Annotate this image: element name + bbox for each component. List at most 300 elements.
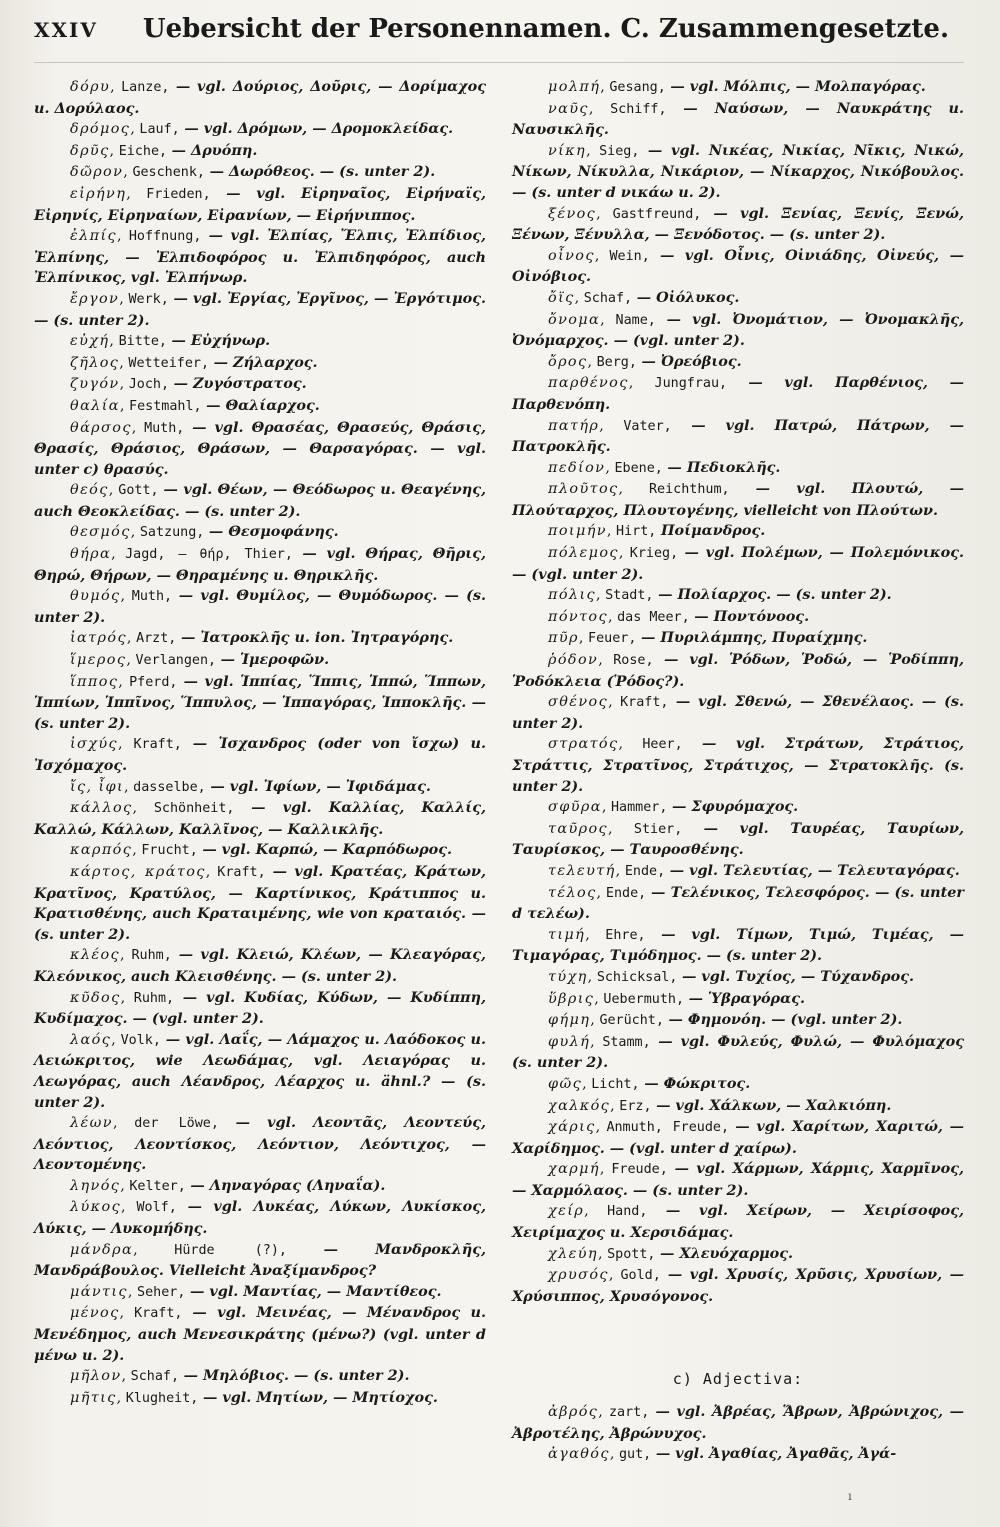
entry-headword: πόντος	[548, 608, 608, 625]
entry-related-names: — Ποντόνοος.	[694, 607, 810, 625]
entry-related-names: — vgl. Μητίων, — Μητίοχος.	[202, 1388, 438, 1406]
entry-related-names: — vgl. Παρθένιος, — Παρθενόπη.	[512, 374, 964, 413]
entry-gloss: Seher,	[137, 1284, 186, 1300]
entry-headword: ἰσχύς	[70, 736, 118, 753]
dictionary-entry: πόντος, das Meer, — Ποντόνοος.	[548, 607, 810, 625]
entry-related-names: — vgl. Θυμίλος, — Θυμόδωρος. — (s. unter 2).	[34, 587, 486, 626]
entry-gloss: Jungfrau,	[654, 376, 728, 392]
entry-gloss: Gastfreund,	[612, 206, 702, 222]
entry-gloss: Gott,	[118, 483, 159, 499]
running-header	[34, 14, 964, 63]
entry-headword: θεσμός	[70, 524, 131, 541]
entry-headword: κλέος	[70, 947, 121, 964]
entry-headword: καρπός	[70, 842, 133, 859]
entry-headword: χάρις	[548, 1119, 596, 1136]
dictionary-entry: χαλκός, Erz, — vgl. Χάλκων, — Χαλκιόπη.	[548, 1096, 892, 1114]
dictionary-entry: χλεύη, Spott, — Χλευόχαρμος.	[548, 1244, 794, 1262]
entry-headword: λαός	[70, 1031, 112, 1048]
entry-gloss: Heer,	[642, 737, 683, 753]
entry-related-names: — vgl. Ὀνομάτιον, — Ὀνομακλῆς, Ὀνόμαρχος. — (vgl. unter 2).	[512, 310, 964, 350]
entry-related-names: — vgl. Μαντίας, — Μαντίθεος.	[190, 1282, 442, 1300]
dictionary-entry: τέλος, Ende, — Τελένικος, Τελεσφόρος. — (s. unter d τελέω).	[512, 883, 965, 923]
dictionary-entry: τύχη, Schicksal, — vgl. Τυχίος, — Τύχανδρος.	[548, 967, 914, 985]
entry-gloss: Eiche,	[118, 143, 168, 159]
entry-headword: πόλεμος	[548, 545, 619, 562]
entry-gloss: Muth,	[131, 589, 173, 605]
dictionary-entry: φυλή, Stamm, — vgl. Φυλεύς, Φυλώ, — Φυλόμαχος (s. unter 2).	[512, 1032, 964, 1072]
entry-gloss: Anmuth, Freude,	[606, 1120, 730, 1136]
entry-gloss: Wolf,	[136, 1200, 177, 1216]
entry-related-names: — vgl. Χαρίτων, Χαριτώ, — Χαρίδημος. — (vgl. unter d χαίρω).	[512, 1118, 965, 1157]
entry-related-names: — vgl. Θρασέας, Θρασεύς, Θράσις, Θρασίς, Θράσιος, Θράσων, — Θαρσαγόρας. — vgl. unter c) θρασύς.	[34, 418, 487, 478]
entry-headword: ὕβρις	[548, 990, 595, 1007]
entry-headword: μάνδρα	[70, 1241, 134, 1258]
entry-gloss: Krieg,	[629, 546, 679, 562]
entry-related-names: — Ζήλαρχος.	[213, 353, 318, 371]
dictionary-entry: ποιμήν, Hirt, Ποίμανδρος.	[548, 522, 766, 540]
entry-headword: κάρτος, κράτος	[70, 863, 206, 880]
entry-gloss: Schicksal,	[596, 969, 678, 985]
dictionary-entry: ὄνομα, Name, — vgl. Ὀνομάτιον, — Ὀνομακλῆς, Ὀνόμαρχος. — (vgl. unter 2).	[512, 310, 964, 350]
left-column	[34, 77, 486, 1466]
dictionary-entry: μῆτις, Klugheit, — vgl. Μητίων, — Μητίοχος.	[70, 1388, 438, 1406]
dictionary-entry: λύκος, Wolf, — vgl. Λυκέας, Λύκων, Λυκίσκος, Λύκις, — Λυκομήδης.	[34, 1198, 487, 1238]
entry-gloss: Sieg,	[599, 143, 640, 159]
entry-related-names: — Τελένικος, Τελεσφόρος. — (s. unter d τελέω).	[512, 883, 965, 923]
entry-related-names: — vgl. Κυδίας, Κύδων, — Κυδίππη, Κυδίμαχος. — (vgl. unter 2).	[34, 988, 487, 1028]
entry-related-names: — Εὐχήνωρ.	[171, 332, 271, 350]
entry-gloss: Kraft,	[134, 1306, 183, 1322]
entry-related-names: — Ἰσχανδρος (oder von ἴσχω) u. Ἰσχόμαχος.	[34, 735, 486, 774]
dictionary-entry: ζῆλος, Wetteifer, — Ζήλαρχος.	[70, 353, 318, 371]
entry-related-names: — Θαλίαρχος.	[206, 396, 320, 414]
dictionary-entry: ἰσχύς, Kraft, — Ἰσχανδρος (oder von ἴσχω) u. Ἰσχόμαχος.	[34, 735, 486, 774]
entry-headword: χαλκός	[548, 1097, 611, 1114]
entry-headword: φυλή	[548, 1033, 591, 1050]
entry-headword: σθένος	[548, 694, 609, 711]
dictionary-entry: δρῦς, Eiche, — Δρυόπη.	[70, 141, 258, 159]
entry-related-names: — vgl. Ξενίας, Ξενίς, Ξενώ, Ξένων, Ξένυλλα, — Ξενόδοτος. — (s. unter 2).	[512, 204, 964, 244]
dictionary-entry: θεός, Gott, — vgl. Θέων, — Θεόδωρος u. Θεαγένης, auch Θεοκλείδας. — (s. unter 2).	[34, 481, 487, 520]
entry-gloss: Hoffnung,	[128, 229, 202, 245]
entry-related-names: — vgl. Λυκέας, Λύκων, Λυκίσκος, Λύκις, — Λυκομήδης.	[34, 1198, 487, 1238]
entry-related-names: — vgl. Φυλεύς, Φυλώ, — Φυλόμαχος (s. unter 2).	[512, 1032, 964, 1072]
dictionary-entry: σθένος, Kraft, — vgl. Σθενώ, — Σθενέλαος. — (s. unter 2).	[512, 693, 965, 732]
entry-gloss: Name,	[615, 312, 656, 328]
dictionary-entry: ἴς, ἶφι, dasselbe, — vgl. Ἰφίων, — Ἰφιδάμας.	[70, 777, 431, 795]
entry-gloss: Ende,	[624, 863, 666, 879]
entry-gloss: Rose,	[613, 653, 654, 669]
entry-related-names: — vgl. Κρατέας, Κράτων, Κρατῖνος, Κρατύλος, — Καρτίνικος, Κράτιππος u. Κρατισθένης, auch Κραταιμένης, wie von κραταιός. — (s. unter 2).	[34, 862, 486, 943]
dictionary-entry: θεσμός, Satzung, — Θεσμοφάνης.	[70, 523, 339, 541]
entry-headword: ἰατρός	[70, 630, 127, 647]
dictionary-entry: δρόμος, Lauf, — vgl. Δρόμων, — Δρομοκλείδας.	[70, 120, 454, 138]
dictionary-entry: ναῦς, Schiff, — Ναύσων, — Ναυκράτης u. Ναυσικλῆς.	[512, 99, 964, 139]
dictionary-entry: ληνός, Kelter, — Ληναγόρας (Ληναΐα).	[70, 1176, 386, 1194]
entry-related-names: — vgl. Τίμων, Τιμώ, Τιμέας, — Τιμαγόρας, Τιμόδημος. — (s. unter 2).	[512, 925, 965, 965]
entry-related-names: — vgl. Οἶνις, Οἰνιάδης, Οἰνεύς, — Οἰνόβιος.	[512, 246, 965, 286]
entry-gloss: der Löwe,	[134, 1116, 219, 1132]
entry-related-names: — vgl. Χείρων, — Χειρίσοφος, Χειρίμαχος u. Χερσιδάμας.	[512, 1202, 964, 1242]
entry-gloss: Feuer,	[588, 631, 637, 647]
entry-related-names: — Ὑβραγόρας.	[688, 989, 805, 1007]
entry-related-names: — vgl. Καρπώ, — Καρπόδωρος.	[202, 841, 453, 859]
entry-related-names: — vgl. Χάλκων, — Χαλκιόπη.	[656, 1096, 892, 1114]
entry-headword: πλοῦτος	[548, 481, 619, 498]
entry-gloss: Kraft,	[133, 737, 182, 753]
entry-gloss: Festmahl,	[129, 398, 202, 414]
entry-related-names: — vgl. Θέων, — Θεόδωρος u. Θεαγένης, auch Θεοκλείδας. — (s. unter 2).	[34, 481, 487, 520]
entry-gloss: Erz,	[619, 1098, 652, 1114]
entry-related-names: — Πολίαρχος. — (s. unter 2).	[658, 586, 892, 604]
entry-gloss: Geschenk,	[132, 165, 205, 181]
entry-headword: χείρ	[548, 1203, 585, 1220]
dictionary-entry: κῦδος, Ruhm, — vgl. Κυδίας, Κύδων, — Κυδίππη, Κυδίμαχος. — (vgl. unter 2).	[34, 988, 487, 1028]
entry-related-names: — Πεδιοκλῆς.	[667, 458, 781, 476]
entry-gloss: Kelter,	[129, 1178, 186, 1194]
dictionary-entry: χαρμή, Freude, — vgl. Χάρμων, Χάρμις, Χαρμῖνος, — Χαρμόλαος. — (s. unter 2).	[512, 1160, 965, 1199]
entry-headword: μένος	[70, 1305, 120, 1322]
section-heading-adjectiva: c) Adjectiva:	[672, 1370, 804, 1389]
entry-related-names: — Οἰόλυκος.	[636, 288, 740, 306]
entry-gloss: Schiff,	[610, 101, 667, 117]
dictionary-entry: θαλία, Festmahl, — Θαλίαρχος.	[70, 396, 320, 414]
page-number: XXIV	[34, 18, 98, 42]
entry-related-names: — vgl. Ἀβρέας, Ἅβρων, Ἀβρώνιχος, — Ἀβροτέλης, Ἀβρώνυχος.	[512, 1403, 964, 1442]
entry-headword: μολπή	[548, 79, 601, 95]
entry-related-names: — Ὀρεόβιος.	[641, 352, 742, 370]
dictionary-entry: μῆλον, Schaf, — Μηλόβιος. — (s. unter 2).	[70, 1367, 410, 1385]
dictionary-entry: ἵππος, Pferd, — vgl. Ἱππίας, Ἵππις, Ἱππώ, Ἵππων, Ἱππίων, Ἱππῖνος, Ἵππυλος, — Ἱππαγόρας, Ἱπποκλῆς. — (s. unter 2).	[34, 672, 487, 732]
entry-headword: κῦδος	[70, 989, 121, 1006]
dictionary-entry: μένος, Kraft, — vgl. Μεινέας, — Μένανδρος u. Μενέδημος, auch Μενεσικράτης (μένω?) (vgl. unter d μένω u. 2).	[34, 1304, 486, 1364]
entry-headword: πατήρ	[548, 417, 600, 434]
entry-gloss: Joch,	[128, 377, 170, 393]
dictionary-entry: πόλις, Stadt, — Πολίαρχος. — (s. unter 2).	[548, 586, 892, 604]
entry-related-names: — vgl. Πατρώ, Πάτρων, — Πατροκλῆς.	[512, 416, 965, 456]
entry-related-names: — Φώκριτος.	[644, 1074, 751, 1092]
entry-gloss: Kraft,	[620, 695, 669, 711]
dictionary-entry: κλέος, Ruhm, — vgl. Κλειώ, Κλέων, — Κλεαγόρας, Κλεόνικος, auch Κλεισθένης. — (s. unter 2).	[34, 946, 486, 985]
entry-related-names: — Ζυγόστρατος.	[173, 375, 307, 393]
entry-headword: δρόμος	[70, 121, 131, 138]
dictionary-entry: νίκη, Sieg, — vgl. Νικέας, Νικίας, Νῖκις, Νικώ, Νίκων, Νίκυλλα, Νικάριον, — Νίκαρχος, Νικόβουλος. — (s. unter d νικάω u. 2).	[512, 141, 965, 201]
entry-related-names: — vgl. Νικέας, Νικίας, Νῖκις, Νικώ, Νίκων, Νίκυλλα, Νικάριον, — Νίκαρχος, Νικόβουλος. — (s. unter d νικάω u. 2).	[512, 141, 965, 201]
right-column	[512, 77, 964, 1466]
right-column-entries	[512, 77, 964, 1307]
dictionary-entry: δῶρον, Geschenk, — Δωρόθεος. — (s. unter 2).	[70, 163, 436, 181]
entry-related-names: — vgl. Λεοντᾶς, Λεοντεύς, Λεόντιος, Λεοντίσκος, Λεόντιον, Λεόντιχος, — Λεοντομένης.	[34, 1114, 487, 1174]
entry-headword: λύκος	[70, 1199, 122, 1216]
dictionary-entry: πῦρ, Feuer, — Πυριλάμπης, Πυραίχμης.	[548, 629, 868, 647]
dictionary-entry: ὄϊς, Schaf, — Οἰόλυκος.	[548, 288, 740, 306]
dictionary-entry: παρθένος, Jungfrau, — vgl. Παρθένιος, — Παρθενόπη.	[512, 374, 964, 413]
entry-related-names: — Μηλόβιος. — (s. unter 2).	[183, 1367, 410, 1385]
entry-headword: ἀγαθός	[548, 1446, 610, 1463]
entry-headword: δρῦς	[70, 142, 110, 159]
entry-related-names: — vgl. Μεινέας, — Μένανδρος u. Μενέδημος, auch Μενεσικράτης (μένω?) (vgl. unter d μένω u. 2).	[34, 1304, 486, 1364]
dictionary-entry: ταῦρος, Stier, — vgl. Ταυρέας, Ταυρίων, Ταυρίσκος, — Ταυροσθένης.	[512, 819, 964, 859]
adjectiva-entries	[512, 1402, 964, 1466]
entry-gloss: Hürde (?),	[174, 1242, 287, 1258]
entry-related-names: — vgl. Ἱππίας, Ἵππις, Ἱππώ, Ἵππων, Ἱππίων, Ἱππῖνος, Ἵππυλος, — Ἱππαγόρας, Ἱπποκλῆς. — (s. unter 2).	[34, 672, 487, 732]
entry-related-names: — Δωρόθεος. — (s. unter 2).	[209, 163, 436, 181]
entry-related-names: — vgl. Πλουτώ, — Πλούταρχος, Πλουτογένης, vielleicht von Πλούτων.	[512, 480, 964, 519]
entry-related-names: — Δρυόπη.	[171, 141, 258, 159]
dictionary-entry: ἰατρός, Arzt, — Ἰατροκλῆς u. ion. Ἰητραγόρης.	[70, 629, 454, 647]
dictionary-entry: ὄρος, Berg, — Ὀρεόβιος.	[548, 352, 742, 370]
entry-gloss: Schaf,	[583, 290, 633, 306]
entry-gloss: Reichthum,	[649, 482, 730, 498]
entry-related-names: — vgl. Καλλίας, Καλλίς, Καλλώ, Κάλλων, Καλλῖνος, — Καλλικλῆς.	[34, 799, 486, 838]
dictionary-entry: ζυγόν, Joch, — Ζυγόστρατος.	[70, 375, 307, 393]
entry-gloss: Muth,	[144, 420, 185, 436]
entry-headword: μῆλον	[70, 1368, 122, 1385]
entry-headword: μῆτις	[70, 1389, 117, 1406]
dictionary-entry: λαός, Volk, — vgl. Λαΐς, — Λάμαχος u. Λαόδοκος u. Λειώκριτος, wie Λεωδάμας, vgl. Λειαγόρας u. Λεωγόρας, auch Λέανδρος, Λέαρχος u. ähnl.? — (s. unter 2).	[34, 1030, 486, 1111]
entry-gloss: Uebermuth,	[603, 991, 685, 1007]
entry-gloss: Ehre,	[605, 927, 646, 943]
dictionary-entry: μάνδρα, Hürde (?), — Μανδροκλῆς, Μανδράβουλος. Vielleicht Ἀναξίμανδρος?	[34, 1240, 486, 1280]
entry-headword: νίκη	[548, 142, 587, 159]
entry-headword: τιμή	[548, 926, 586, 943]
dictionary-entry: ἐλπίς, Hoffnung, — vgl. Ἐλπίας, Ἔλπις, Ἐλπίδιος, Ἐλπίνης, — Ἐλπιδοφόρος u. Ἐλπιδηφόρος, auch Ἐλπίνικος, vgl. Ἐλπήνωρ.	[34, 227, 487, 287]
entry-headword: οἶνος	[548, 247, 595, 264]
entry-headword: ἴς, ἶφι	[70, 778, 125, 795]
text-columns	[34, 77, 964, 1466]
entry-headword: τύχη	[548, 968, 588, 985]
dictionary-entry: φῶς, Licht, — Φώκριτος.	[548, 1074, 751, 1092]
dictionary-entry: θυμός, Muth, — vgl. Θυμίλος, — Θυμόδωρος. — (s. unter 2).	[34, 587, 486, 626]
dictionary-entry: τελευτή, Ende, — vgl. Τελευτίας, — Τελευταγόρας.	[548, 861, 960, 879]
entry-headword: ποιμήν	[548, 523, 607, 540]
entry-gloss: Volk,	[120, 1032, 161, 1048]
entry-related-names: — vgl. Ἰφίων, — Ἰφιδάμας.	[210, 777, 431, 795]
entry-related-names: — Σφυρόμαχος.	[672, 798, 799, 816]
entry-headword: λέων	[70, 1115, 113, 1132]
entry-headword: ἵππος	[70, 673, 119, 690]
dictionary-entry: εὐχή, Bitte, — Εὐχήνωρ.	[70, 332, 271, 350]
entry-related-names: — Ἰατροκλῆς u. ion. Ἰητραγόρης.	[180, 629, 454, 647]
dictionary-entry: ὕβρις, Uebermuth, — Ὑβραγόρας.	[548, 989, 805, 1007]
entry-gloss: Wetteifer,	[128, 355, 210, 371]
entry-headword: θήρα	[70, 546, 112, 563]
entry-gloss: Ruhm,	[133, 990, 175, 1006]
entry-related-names: — Ληναγόρας (Ληναΐα).	[190, 1176, 386, 1194]
entry-headword: χλεύη	[548, 1245, 598, 1262]
entry-related-names: — vgl. Θήρας, Θῆρις, Θηρώ, Θήρων, — Θηραμένης u. Θηρικλῆς.	[34, 545, 487, 584]
entry-related-names: — vgl. Ἐλπίας, Ἔλπις, Ἐλπίδιος, Ἐλπίνης, — Ἐλπιδοφόρος u. Ἐλπιδηφόρος, auch Ἐλπίνικος, vgl. Ἐλπήνωρ.	[34, 227, 487, 287]
entry-gloss: Verlangen,	[135, 653, 217, 669]
entry-gloss: dasselbe,	[133, 779, 206, 795]
entry-gloss: Ebene,	[614, 460, 663, 476]
entry-headword: θάρσος	[70, 419, 132, 436]
dictionary-entry: δόρυ, Lanze, — vgl. Δούριος, Δοῦρις, — Δορίμαχος u. Δορύλαος.	[34, 78, 486, 117]
entry-headword: θυμός	[70, 588, 121, 605]
entry-related-names: — vgl. Χάρμων, Χάρμις, Χαρμῖνος, — Χαρμόλαος. — (s. unter 2).	[512, 1160, 965, 1199]
dictionary-entry: οἶνος, Wein, — vgl. Οἶνις, Οἰνιάδης, Οἰνεύς, — Οἰνόβιος.	[512, 246, 965, 286]
entry-gloss: Satzung,	[139, 525, 205, 541]
dictionary-entry: πλοῦτος, Reichthum, — vgl. Πλουτώ, — Πλούταρχος, Πλουτογένης, vielleicht von Πλούτων.	[512, 480, 964, 519]
entry-gloss: Gesang,	[609, 80, 666, 95]
dictionary-entry: μολπή, Gesang, — vgl. Μόλπις, — Μολπαγόρας.	[548, 78, 926, 95]
entry-headword: εἰρήνη	[70, 185, 127, 202]
dictionary-entry: χάρις, Anmuth, Freude, — vgl. Χαρίτων, Χαριτώ, — Χαρίδημος. — (vgl. unter d χαίρω).	[512, 1118, 965, 1157]
dictionary-entry: χρυσός, Gold, — vgl. Χρυσίς, Χρῦσις, Χρυσίων, — Χρύσιππος, Χρυσόγονος.	[512, 1266, 965, 1305]
entry-related-names: — vgl. Εἰρηναῖος, Εἰρήναϊς, Εἰρηνίς, Εἰρηναίων, Εἰρανίων, — Εἰρήνιππος.	[34, 184, 486, 224]
entry-headword: θεός	[70, 482, 109, 499]
dictionary-entry: ἵμερος, Verlangen, — Ἱμεροφῶν.	[70, 651, 330, 669]
entry-related-names: — vgl. Δρόμων, — Δρομοκλείδας.	[184, 120, 454, 138]
entry-headword: ἵμερος	[70, 652, 127, 669]
entry-gloss: Schönheit,	[153, 801, 235, 817]
entry-gloss: Wein,	[609, 248, 650, 264]
entry-headword: ζυγόν	[70, 376, 120, 393]
dictionary-entry: ἀβρός, zart, — vgl. Ἀβρέας, Ἅβρων, Ἀβρώνιχος, — Ἀβροτέλης, Ἀβρώνυχος.	[512, 1403, 964, 1442]
dictionary-entry: πεδίον, Ebene, — Πεδιοκλῆς.	[548, 458, 781, 476]
entry-gloss: Gerücht,	[599, 1013, 664, 1029]
entry-headword: φήμη	[548, 1012, 591, 1029]
entry-gloss: Klugheit,	[125, 1390, 199, 1406]
entry-related-names: Ποίμανδρος.	[660, 522, 766, 540]
entry-gloss: Licht,	[591, 1076, 640, 1092]
entry-gloss: Hammer,	[610, 800, 668, 816]
entry-gloss: Hand,	[607, 1204, 648, 1220]
entry-related-names: — vgl. Ἀγαθίας, Ἀγαθᾶς, Ἀγά-	[655, 1445, 897, 1463]
entry-headword: δόρυ	[70, 79, 111, 95]
dictionary-entry: ξένος, Gastfreund, — vgl. Ξενίας, Ξενίς, Ξενώ, Ξένων, Ξένυλλα, — Ξενόδοτος. — (s. unter 2).	[512, 204, 964, 244]
entry-headword: φῶς	[548, 1075, 583, 1092]
entry-related-names: — vgl. Τελευτίας, — Τελευταγόρας.	[669, 861, 960, 879]
dictionary-entry: πατήρ, Vater, — vgl. Πατρώ, Πάτρων, — Πατροκλῆς.	[512, 416, 965, 456]
entry-headword: πεδίον	[548, 459, 606, 476]
entry-related-names: — Χλευόχαρμος.	[660, 1244, 794, 1262]
dictionary-entry: μάντις, Seher, — vgl. Μαντίας, — Μαντίθεος.	[70, 1282, 442, 1300]
entry-gloss: Arzt,	[136, 631, 177, 647]
entry-related-names: — vgl. Ῥόδων, Ῥοδώ, — Ῥοδίππη, Ῥοδόκλεια (Ῥόδος?).	[512, 651, 965, 690]
entry-headword: ὄνομα	[548, 311, 601, 328]
entry-gloss: Kraft,	[217, 864, 266, 880]
entry-headword: σφῦρα	[548, 799, 602, 816]
entry-gloss: Frieden,	[146, 186, 211, 202]
dictionary-entry: ἔργον, Werk, — vgl. Ἐργίας, Ἐργῖνος, — Ἐργότιμος. — (s. unter 2).	[34, 289, 486, 329]
entry-headword: ὄϊς	[548, 289, 575, 306]
dictionary-entry: λέων, der Löwe, — vgl. Λεοντᾶς, Λεοντεύς, Λεόντιος, Λεοντίσκος, Λεόντιον, Λεόντιχος, — Λεοντομένης.	[34, 1114, 487, 1174]
entry-gloss: Berg,	[596, 354, 637, 370]
entry-related-names: — vgl. Στράτων, Στράτιος, Στράττις, Στρατῖνος, Στράτιχος, — Στρατοκλῆς. (s. unter 2).	[512, 735, 964, 795]
entry-gloss: Schaf,	[130, 1369, 180, 1385]
entry-gloss: Vater,	[623, 418, 672, 434]
entry-headword: κάλλος	[70, 800, 133, 817]
entry-related-names: — vgl. Λαΐς, — Λάμαχος u. Λαόδοκος u. Λειώκριτος, wie Λεωδάμας, vgl. Λειαγόρας u. Λεωγόρας, auch Λέανδρος, Λέαρχος u. ähnl.? — (s. unter 2).	[34, 1030, 486, 1111]
entry-related-names: — Φημονόη. — (vgl. unter 2).	[668, 1011, 903, 1029]
dictionary-entry: εἰρήνη, Frieden, — vgl. Εἰρηναῖος, Εἰρήναϊς, Εἰρηνίς, Εἰρηναίων, Εἰρανίων, — Εἰρήνιππος.	[34, 184, 486, 224]
entry-gloss: Freude,	[611, 1162, 668, 1178]
entry-headword: δῶρον	[70, 164, 124, 181]
entry-gloss: gut,	[618, 1447, 652, 1463]
entry-related-names: — Μανδροκλῆς, Μανδράβουλος. Vielleicht Ἀναξίμανδρος?	[34, 1240, 486, 1280]
dictionary-entry: κάρτος, κράτος, Kraft, — vgl. Κρατέας, Κράτων, Κρατῖνος, Κρατύλος, — Καρτίνικος, Κράτιππος u. Κρατισθένης, auch Κραταιμένης, wie von κραταιός. — (s. unter 2).	[34, 862, 486, 943]
dictionary-entry: φήμη, Gerücht, — Φημονόη. — (vgl. unter 2).	[548, 1011, 903, 1029]
entry-related-names: — Θεσμοφάνης.	[208, 523, 339, 541]
entry-headword: τέλος	[548, 884, 597, 901]
entry-gloss: Stamm,	[602, 1034, 651, 1050]
entry-gloss: Pferd,	[129, 674, 178, 690]
entry-related-names: — Ἱμεροφῶν.	[220, 651, 330, 669]
entry-related-names: — vgl. Τυχίος, — Τύχανδρος.	[682, 967, 914, 985]
entry-gloss: Werk,	[128, 291, 169, 307]
entry-gloss: Lanze,	[121, 80, 170, 95]
entry-gloss: Spott,	[607, 1246, 656, 1262]
page-title: Uebersicht der Personennamen. C. Zusammengesetzte.	[142, 14, 950, 44]
entry-headword: ῥόδον	[548, 652, 599, 669]
entry-headword: ξένος	[548, 205, 597, 222]
entry-headword: τελευτή	[548, 862, 616, 879]
entry-gloss: Stier,	[633, 821, 683, 837]
entry-related-names: — Ναύσων, — Ναυκράτης u. Ναυσικλῆς.	[512, 99, 964, 139]
dictionary-entry: καρπός, Frucht, — vgl. Καρπώ, — Καρπόδωρος.	[70, 841, 453, 859]
entry-headword: χρυσός	[548, 1267, 609, 1284]
dictionary-entry: τιμή, Ehre, — vgl. Τίμων, Τιμώ, Τιμέας, — Τιμαγόρας, Τιμόδημος. — (s. unter 2).	[512, 925, 965, 965]
entry-related-names: — vgl. Κλειώ, Κλέων, — Κλεαγόρας, Κλεόνικος, auch Κλεισθένης. — (s. unter 2).	[34, 946, 486, 985]
dictionary-entry: θήρα, Jagd, — θήρ, Thier, — vgl. Θήρας, Θῆρις, Θηρώ, Θήρων, — Θηραμένης u. Θηρικλῆς.	[34, 545, 487, 584]
entry-headword: πόλις	[548, 587, 596, 604]
entry-gloss: Hirt,	[616, 524, 657, 540]
entry-gloss: Gold,	[620, 1268, 661, 1284]
entry-related-names: — vgl. Μόλπις, — Μολπαγόρας.	[670, 78, 926, 95]
entry-gloss: Jagd, — θήρ, Thier,	[125, 547, 293, 563]
entry-gloss: Ende,	[605, 885, 647, 901]
dictionary-entry: ῥόδον, Rose, — vgl. Ῥόδων, Ῥοδώ, — Ῥοδίππη, Ῥοδόκλεια (Ῥόδος?).	[512, 651, 965, 690]
entry-gloss: Stadt,	[605, 588, 654, 604]
entry-gloss: Bitte,	[118, 334, 167, 350]
entry-headword: θαλία	[70, 397, 120, 414]
entry-headword: χαρμή	[548, 1161, 600, 1178]
entry-headword: ζῆλος	[70, 354, 120, 371]
entry-related-names: — Πυριλάμπης, Πυραίχμης.	[640, 629, 868, 647]
dictionary-entry: χείρ, Hand, — vgl. Χείρων, — Χειρίσοφος, Χειρίμαχος u. Χερσιδάμας.	[512, 1202, 964, 1242]
entry-headword: εὐχή	[70, 333, 110, 350]
entry-gloss: Lauf,	[139, 122, 180, 138]
dictionary-entry: κάλλος, Schönheit, — vgl. Καλλίας, Καλλίς, Καλλώ, Κάλλων, Καλλῖνος, — Καλλικλῆς.	[34, 799, 486, 838]
entry-related-names: — vgl. Σθενώ, — Σθενέλαος. — (s. unter 2).	[512, 693, 965, 732]
entry-gloss: Ruhm,	[131, 948, 172, 964]
entry-gloss: das Meer,	[617, 609, 690, 625]
entry-gloss: Frucht,	[141, 843, 198, 859]
entry-related-names: — vgl. Χρυσίς, Χρῦσις, Χρυσίων, — Χρύσιππος, Χρυσόγονος.	[512, 1266, 965, 1305]
entry-headword: ληνός	[70, 1177, 121, 1194]
entry-related-names: — vgl. Ταυρέας, Ταυρίων, Ταυρίσκος, — Ταυροσθένης.	[512, 819, 964, 859]
entry-headword: ὄρος	[548, 353, 588, 370]
dictionary-entry: ἀγαθός, gut, — vgl. Ἀγαθίας, Ἀγαθᾶς, Ἀγά-	[548, 1445, 897, 1463]
entry-related-names: — vgl. Πολέμων, — Πολεμόνικος. — (vgl. unter 2).	[512, 544, 964, 583]
entry-headword: ἔργον	[70, 290, 120, 307]
footer-mark: ı	[848, 1489, 852, 1503]
entry-related-names: — vgl. Ἐργίας, Ἐργῖνος, — Ἐργότιμος. — (s. unter 2).	[34, 289, 486, 329]
entry-headword: ἐλπίς	[70, 228, 118, 245]
entry-headword: ἀβρός	[548, 1404, 599, 1421]
dictionary-entry: θάρσος, Muth, — vgl. Θρασέας, Θρασεύς, Θράσις, Θρασίς, Θράσιος, Θράσων, — Θαρσαγόρας. — vgl. unter c) θρασύς.	[34, 418, 487, 478]
dictionary-entry: πόλεμος, Krieg, — vgl. Πολέμων, — Πολεμόνικος. — (vgl. unter 2).	[512, 544, 964, 583]
dictionary-entry: σφῦρα, Hammer, — Σφυρόμαχος.	[548, 798, 799, 816]
entry-related-names: — vgl. Δούριος, Δοῦρις, — Δορίμαχος u. Δορύλαος.	[34, 78, 486, 117]
entry-headword: ταῦρος	[548, 820, 609, 837]
entry-headword: παρθένος	[548, 375, 629, 392]
entry-headword: μάντις	[70, 1283, 128, 1300]
dictionary-entry: στρατός, Heer, — vgl. Στράτων, Στράτιος, Στράττις, Στρατῖνος, Στράτιχος, — Στρατοκλῆς. (s. unter 2).	[512, 735, 964, 795]
entry-gloss: zart,	[609, 1405, 650, 1421]
entry-headword: πῦρ	[548, 630, 579, 647]
